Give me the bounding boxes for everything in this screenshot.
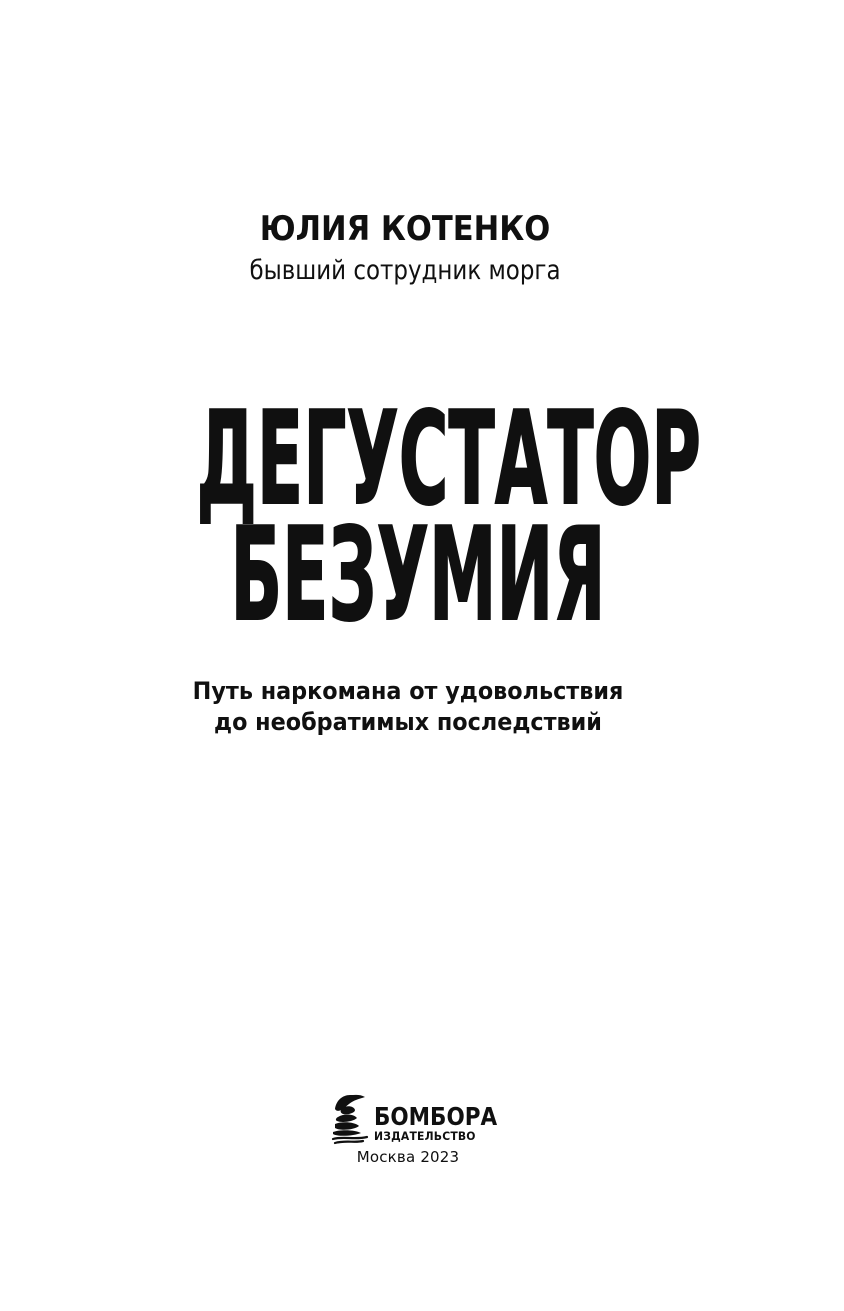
book-subtitle xyxy=(0,676,816,738)
book-title xyxy=(0,385,836,650)
author-credential: бывший сотрудник морга xyxy=(249,255,561,286)
publisher-name: БОМБОРА xyxy=(374,1102,498,1131)
publisher-block xyxy=(0,1091,816,1166)
book-subtitle-line-2: до необратимых последствий xyxy=(214,708,602,736)
book-subtitle-line-1: Путь наркомана от удовольствия xyxy=(192,677,624,705)
book-title-line-1: ДЕГУСТАТОР xyxy=(196,385,701,534)
publisher-logo-row xyxy=(329,1091,498,1145)
publisher-text xyxy=(374,1102,498,1143)
bombora-brush-surfer-icon xyxy=(329,1091,369,1145)
publisher-city-year: Москва 2023 xyxy=(356,1148,460,1166)
book-title-line-2: БЕЗУМИЯ xyxy=(230,501,606,650)
publisher-descriptor: ИЗДАТЕЛЬСТВО xyxy=(374,1129,476,1143)
author-name: ЮЛИЯ КОТЕНКО xyxy=(259,209,551,249)
author-block xyxy=(0,209,810,288)
